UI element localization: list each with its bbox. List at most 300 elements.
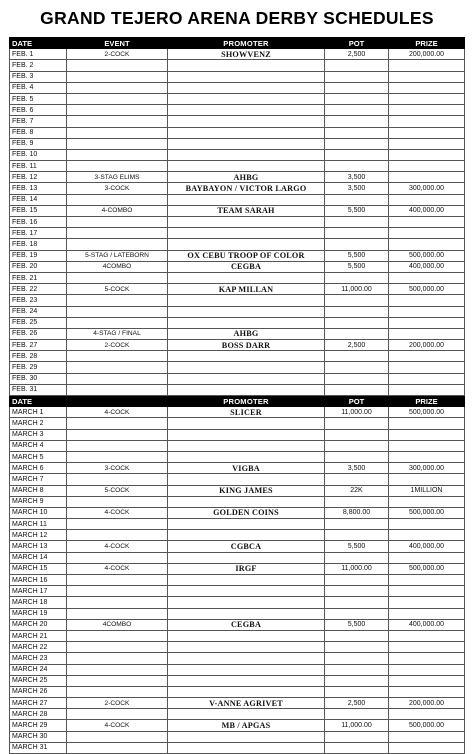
prize-cell <box>389 105 465 116</box>
date-cell: MARCH 18 <box>10 597 67 608</box>
table-row <box>10 608 465 619</box>
promoter-cell <box>168 127 325 138</box>
pot-cell <box>325 675 389 686</box>
pot-cell: 5,500 <box>325 205 389 216</box>
promoter-cell <box>168 474 325 485</box>
event-cell: 2-COCK <box>67 340 168 351</box>
date-cell: FEB. 10 <box>10 149 67 160</box>
table-row <box>10 384 465 395</box>
event-cell <box>67 675 168 686</box>
prize-cell <box>389 317 465 328</box>
promoter-cell <box>168 116 325 127</box>
date-cell: MARCH 2 <box>10 418 67 429</box>
table-row <box>10 93 465 104</box>
column-header-date: DATE <box>10 396 67 407</box>
date-cell: FEB. 27 <box>10 340 67 351</box>
date-cell: MARCH 15 <box>10 563 67 574</box>
event-cell: 2-COCK <box>67 698 168 709</box>
pot-cell <box>325 664 389 675</box>
date-cell: MARCH 4 <box>10 440 67 451</box>
date-cell: MARCH 5 <box>10 451 67 462</box>
table-row <box>10 575 465 586</box>
table-row <box>10 664 465 675</box>
event-cell <box>67 317 168 328</box>
prize-cell <box>389 161 465 172</box>
pot-cell: 3,500 <box>325 183 389 194</box>
promoter-cell <box>168 653 325 664</box>
table-row <box>10 239 465 250</box>
promoter-cell <box>168 60 325 71</box>
pot-cell <box>325 362 389 373</box>
pot-cell: 11,000.00 <box>325 563 389 574</box>
table-row <box>10 71 465 82</box>
promoter-cell: AHBG <box>168 328 325 339</box>
table-row <box>10 295 465 306</box>
table-row <box>10 586 465 597</box>
header-row <box>10 38 465 49</box>
prize-cell: 400,000.00 <box>389 261 465 272</box>
date-cell: FEB. 20 <box>10 261 67 272</box>
prize-cell <box>389 239 465 250</box>
table-row <box>10 731 465 742</box>
date-cell: MARCH 10 <box>10 507 67 518</box>
promoter-cell: V-ANNE AGRIVET <box>168 698 325 709</box>
event-cell <box>67 161 168 172</box>
table-row <box>10 261 465 272</box>
promoter-cell <box>168 709 325 720</box>
table-row <box>10 161 465 172</box>
event-cell <box>67 552 168 563</box>
table-row <box>10 474 465 485</box>
table-row <box>10 429 465 440</box>
table-row <box>10 653 465 664</box>
prize-cell: 500,000.00 <box>389 720 465 731</box>
prize-cell <box>389 586 465 597</box>
event-cell: 5-STAG / LATEBORN <box>67 250 168 261</box>
table-row <box>10 105 465 116</box>
prize-cell <box>389 71 465 82</box>
table-row <box>10 541 465 552</box>
event-cell <box>67 653 168 664</box>
event-cell <box>67 597 168 608</box>
pot-cell <box>325 474 389 485</box>
prize-cell: 300,000.00 <box>389 183 465 194</box>
table-row <box>10 60 465 71</box>
event-cell: 4-COCK <box>67 541 168 552</box>
prize-cell <box>389 138 465 149</box>
event-cell <box>67 709 168 720</box>
date-cell: MARCH 21 <box>10 630 67 641</box>
promoter-cell <box>168 93 325 104</box>
event-cell <box>67 731 168 742</box>
date-cell: MARCH 16 <box>10 575 67 586</box>
pot-cell <box>325 105 389 116</box>
promoter-cell: GOLDEN COINS <box>168 507 325 518</box>
event-cell: 4-COMBO <box>67 205 168 216</box>
date-cell: FEB. 14 <box>10 194 67 205</box>
table-row <box>10 642 465 653</box>
pot-cell <box>325 328 389 339</box>
table-row <box>10 451 465 462</box>
table-row <box>10 720 465 731</box>
pot-cell: 11,000.00 <box>325 407 389 418</box>
date-cell: MARCH 31 <box>10 742 67 753</box>
pot-cell <box>325 272 389 283</box>
prize-cell <box>389 60 465 71</box>
prize-cell <box>389 597 465 608</box>
promoter-cell <box>168 642 325 653</box>
promoter-cell <box>168 451 325 462</box>
date-cell: FEB. 13 <box>10 183 67 194</box>
date-cell: FEB. 30 <box>10 373 67 384</box>
promoter-cell <box>168 272 325 283</box>
prize-cell <box>389 731 465 742</box>
event-cell <box>67 127 168 138</box>
promoter-cell <box>168 138 325 149</box>
pot-cell <box>325 351 389 362</box>
prize-cell <box>389 418 465 429</box>
date-cell: FEB. 24 <box>10 306 67 317</box>
table-row <box>10 407 465 418</box>
date-cell: FEB. 1 <box>10 49 67 60</box>
event-cell: 4-STAG / FINAL <box>67 328 168 339</box>
pot-cell <box>325 429 389 440</box>
pot-cell <box>325 709 389 720</box>
promoter-cell <box>168 82 325 93</box>
prize-cell <box>389 217 465 228</box>
table-row <box>10 351 465 362</box>
prize-cell <box>389 474 465 485</box>
event-cell: 4COMBO <box>67 619 168 630</box>
pot-cell <box>325 686 389 697</box>
column-header-pot: POT <box>325 396 389 407</box>
event-cell <box>67 451 168 462</box>
date-cell: MARCH 11 <box>10 519 67 530</box>
pot-cell: 8,800.00 <box>325 507 389 518</box>
pot-cell <box>325 93 389 104</box>
event-cell <box>67 496 168 507</box>
table-row <box>10 630 465 641</box>
prize-cell <box>389 675 465 686</box>
date-cell: MARCH 13 <box>10 541 67 552</box>
date-cell: FEB. 29 <box>10 362 67 373</box>
date-cell: MARCH 9 <box>10 496 67 507</box>
event-cell <box>67 530 168 541</box>
event-cell: 4-COCK <box>67 507 168 518</box>
prize-cell: 400,000.00 <box>389 205 465 216</box>
pot-cell <box>325 239 389 250</box>
event-cell <box>67 149 168 160</box>
prize-cell <box>389 194 465 205</box>
event-cell <box>67 474 168 485</box>
promoter-cell <box>168 306 325 317</box>
event-cell <box>67 138 168 149</box>
prize-cell: 500,000.00 <box>389 563 465 574</box>
prize-cell <box>389 351 465 362</box>
prize-cell <box>389 451 465 462</box>
event-cell <box>67 217 168 228</box>
promoter-cell: VIGBA <box>168 463 325 474</box>
event-cell <box>67 116 168 127</box>
pot-cell <box>325 440 389 451</box>
promoter-cell: SHOWVENZ <box>168 49 325 60</box>
promoter-cell <box>168 418 325 429</box>
table-row <box>10 507 465 518</box>
prize-cell <box>389 228 465 239</box>
prize-cell: 200,000.00 <box>389 49 465 60</box>
prize-cell: 1MILLION <box>389 485 465 496</box>
prize-cell <box>389 93 465 104</box>
pot-cell: 2,500 <box>325 340 389 351</box>
pot-cell <box>325 530 389 541</box>
event-cell: 4COMBO <box>67 261 168 272</box>
promoter-cell <box>168 373 325 384</box>
table-row <box>10 552 465 563</box>
event-cell: 4-COCK <box>67 407 168 418</box>
pot-cell <box>325 60 389 71</box>
table-row <box>10 205 465 216</box>
date-cell: FEB. 22 <box>10 284 67 295</box>
prize-cell <box>389 742 465 753</box>
promoter-cell <box>168 384 325 395</box>
pot-cell: 2,500 <box>325 698 389 709</box>
prize-cell: 400,000.00 <box>389 541 465 552</box>
event-cell: 2-COCK <box>67 49 168 60</box>
prize-cell: 500,000.00 <box>389 250 465 261</box>
date-cell: FEB. 28 <box>10 351 67 362</box>
promoter-cell <box>168 530 325 541</box>
date-cell: FEB. 15 <box>10 205 67 216</box>
date-cell: MARCH 23 <box>10 653 67 664</box>
date-cell: FEB. 4 <box>10 82 67 93</box>
table-row <box>10 172 465 183</box>
date-cell: FEB. 25 <box>10 317 67 328</box>
promoter-cell <box>168 217 325 228</box>
pot-cell <box>325 575 389 586</box>
date-cell: FEB. 2 <box>10 60 67 71</box>
column-header-event: EVENT <box>67 38 168 49</box>
prize-cell <box>389 630 465 641</box>
table-row <box>10 149 465 160</box>
event-cell: 4-COCK <box>67 720 168 731</box>
prize-cell <box>389 686 465 697</box>
promoter-cell: BAYBAYON / VICTOR LARGO <box>168 183 325 194</box>
pot-cell <box>325 742 389 753</box>
table-row <box>10 127 465 138</box>
prize-cell: 200,000.00 <box>389 340 465 351</box>
promoter-cell <box>168 586 325 597</box>
promoter-cell <box>168 552 325 563</box>
promoter-cell <box>168 194 325 205</box>
prize-cell: 200,000.00 <box>389 698 465 709</box>
promoter-cell <box>168 608 325 619</box>
pot-cell: 5,500 <box>325 541 389 552</box>
promoter-cell: IRGF <box>168 563 325 574</box>
date-cell: FEB. 7 <box>10 116 67 127</box>
date-cell: FEB. 11 <box>10 161 67 172</box>
table-row <box>10 284 465 295</box>
prize-cell <box>389 116 465 127</box>
header-row <box>10 396 465 407</box>
promoter-cell <box>168 71 325 82</box>
event-cell <box>67 105 168 116</box>
table-row <box>10 698 465 709</box>
table-row <box>10 373 465 384</box>
promoter-cell <box>168 519 325 530</box>
table-row <box>10 496 465 507</box>
promoter-cell: AHBG <box>168 172 325 183</box>
prize-cell: 500,000.00 <box>389 284 465 295</box>
table-row <box>10 183 465 194</box>
date-cell: FEB. 21 <box>10 272 67 283</box>
pot-cell <box>325 608 389 619</box>
prize-cell <box>389 709 465 720</box>
promoter-cell: TEAM SARAH <box>168 205 325 216</box>
pot-cell <box>325 149 389 160</box>
promoter-cell: SLICER <box>168 407 325 418</box>
date-cell: FEB. 8 <box>10 127 67 138</box>
derby-schedule-table <box>9 37 465 754</box>
promoter-cell <box>168 351 325 362</box>
event-cell <box>67 93 168 104</box>
pot-cell: 3,500 <box>325 463 389 474</box>
prize-cell <box>389 429 465 440</box>
pot-cell <box>325 384 389 395</box>
pot-cell: 3,500 <box>325 172 389 183</box>
event-cell <box>67 742 168 753</box>
table-row <box>10 138 465 149</box>
column-header-event <box>67 396 168 407</box>
date-cell: MARCH 19 <box>10 608 67 619</box>
event-cell <box>67 362 168 373</box>
prize-cell <box>389 384 465 395</box>
date-cell: MARCH 6 <box>10 463 67 474</box>
table-row <box>10 362 465 373</box>
column-header-pot: POT <box>325 38 389 49</box>
promoter-cell <box>168 742 325 753</box>
pot-cell: 2,500 <box>325 49 389 60</box>
promoter-cell <box>168 630 325 641</box>
event-cell <box>67 272 168 283</box>
prize-cell <box>389 642 465 653</box>
prize-cell <box>389 328 465 339</box>
pot-cell <box>325 228 389 239</box>
date-cell: FEB. 12 <box>10 172 67 183</box>
promoter-cell <box>168 149 325 160</box>
promoter-cell <box>168 429 325 440</box>
promoter-cell <box>168 161 325 172</box>
date-cell: FEB. 19 <box>10 250 67 261</box>
event-cell <box>67 630 168 641</box>
date-cell: FEB. 31 <box>10 384 67 395</box>
table-row <box>10 194 465 205</box>
prize-cell <box>389 519 465 530</box>
pot-cell <box>325 161 389 172</box>
pot-cell <box>325 127 389 138</box>
table-row <box>10 563 465 574</box>
table-row <box>10 228 465 239</box>
table-row <box>10 742 465 753</box>
column-header-prize: PRIZE <box>389 38 465 49</box>
event-cell <box>67 228 168 239</box>
pot-cell <box>325 82 389 93</box>
promoter-cell <box>168 440 325 451</box>
date-cell: FEB. 23 <box>10 295 67 306</box>
event-cell: 4-COCK <box>67 563 168 574</box>
column-header-prize: PRIZE <box>389 396 465 407</box>
event-cell: 5-COCK <box>67 485 168 496</box>
pot-cell <box>325 317 389 328</box>
prize-cell <box>389 149 465 160</box>
promoter-cell: CEGBA <box>168 619 325 630</box>
prize-cell: 500,000.00 <box>389 507 465 518</box>
event-cell <box>67 60 168 71</box>
date-cell: MARCH 8 <box>10 485 67 496</box>
event-cell <box>67 440 168 451</box>
table-row <box>10 317 465 328</box>
prize-cell <box>389 306 465 317</box>
date-cell: MARCH 20 <box>10 619 67 630</box>
promoter-cell: BOSS DARR <box>168 340 325 351</box>
table-row <box>10 49 465 60</box>
prize-cell <box>389 575 465 586</box>
pot-cell <box>325 630 389 641</box>
schedule-body <box>10 38 465 754</box>
event-cell: 3-COCK <box>67 183 168 194</box>
pot-cell <box>325 373 389 384</box>
table-row <box>10 250 465 261</box>
event-cell <box>67 239 168 250</box>
table-row <box>10 340 465 351</box>
pot-cell <box>325 418 389 429</box>
event-cell <box>67 418 168 429</box>
event-cell <box>67 642 168 653</box>
table-row <box>10 530 465 541</box>
event-cell <box>67 608 168 619</box>
event-cell <box>67 575 168 586</box>
event-cell <box>67 306 168 317</box>
date-cell: MARCH 12 <box>10 530 67 541</box>
promoter-cell <box>168 496 325 507</box>
promoter-cell <box>168 731 325 742</box>
date-cell: FEB. 18 <box>10 239 67 250</box>
prize-cell <box>389 373 465 384</box>
table-row <box>10 709 465 720</box>
date-cell: MARCH 30 <box>10 731 67 742</box>
pot-cell: 11,000.00 <box>325 720 389 731</box>
prize-cell <box>389 440 465 451</box>
table-row <box>10 418 465 429</box>
table-row <box>10 675 465 686</box>
event-cell <box>67 351 168 362</box>
pot-cell <box>325 451 389 462</box>
table-row <box>10 306 465 317</box>
pot-cell <box>325 217 389 228</box>
event-cell <box>67 71 168 82</box>
table-row <box>10 440 465 451</box>
event-cell <box>67 373 168 384</box>
pot-cell <box>325 731 389 742</box>
event-cell: 3-COCK <box>67 463 168 474</box>
date-cell: MARCH 29 <box>10 720 67 731</box>
promoter-cell: OX CEBU TROOP OF COLOR <box>168 250 325 261</box>
event-cell <box>67 429 168 440</box>
prize-cell: 300,000.00 <box>389 463 465 474</box>
pot-cell: 5,500 <box>325 250 389 261</box>
date-cell: MARCH 24 <box>10 664 67 675</box>
pot-cell <box>325 642 389 653</box>
promoter-cell <box>168 664 325 675</box>
